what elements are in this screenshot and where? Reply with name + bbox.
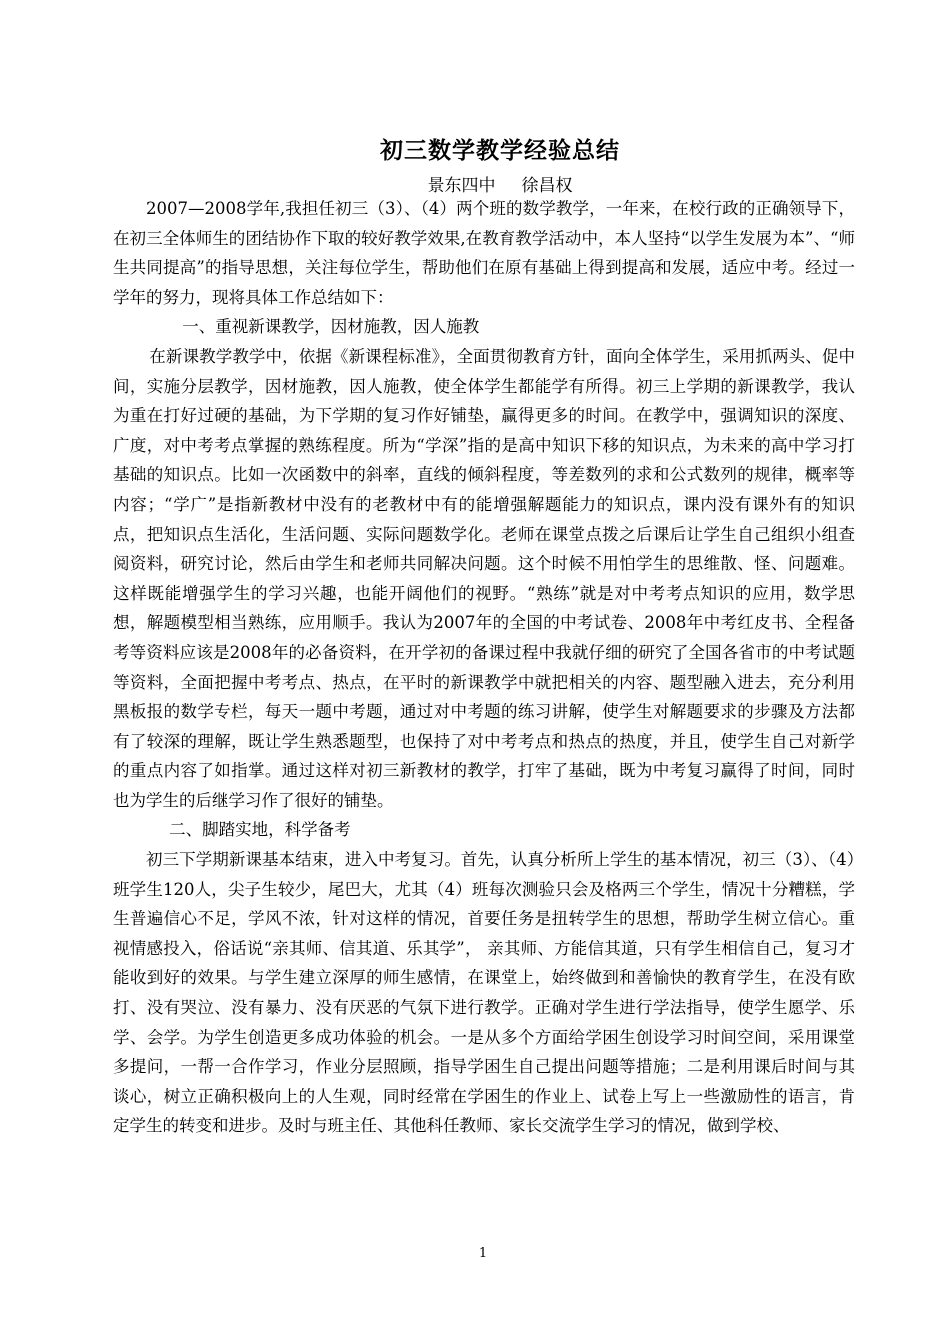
document-title: 初三数学教学经验总结 <box>380 137 620 164</box>
section-heading-1: 一、重视新课教学，因材施教，因人施教 <box>182 317 480 337</box>
paragraph-intro: 2007—2008学年,我担任初三（3）、（4）两个班的数学教学，一年来，在校行政的正确领导下，在初三全体师生的团结协作下取的较好教学效果,在教育教学活动中，本人坚持“以学生发展为本”、“师生共同提高”的指导思想，关注每位学生，帮助他们在原有基础上得到提高和发展，适应中考。经过一学年的努力，现将具体工作总结如下： <box>113 199 855 307</box>
page-number: 1 <box>478 1246 488 1261</box>
author-school: 景东四中 <box>427 176 496 196</box>
paragraph-section-1: 在新课教学教学中，依据《新课程标准》，全面贯彻教育方针，面向全体学生，采用抓两头、促中间，实施分层教学，因材施教，因人施教，使全体学生都能学有所得。初三上学期的新课教学，我认为重在打好过硬的基础，为下学期的复习作好铺垫，赢得更多的时间。在教学中，强调知识的深度、广度，对中考考点掌握的熟练程度。所为“学深”指的是高中知识下移的知识点，为未来的高中学习打基础的知识点。比如一次函数中的斜率，直线的倾斜程度，等差数列的求和公式数列的规律，概率等内容；“学广”是指新教材中没有的老教材中有的能增强解题能力的知识点，课内没有课外有的知识点，把知识点生活化，生活问题、实际问题数学化。老师在课堂点拨之后课后让学生自己组织小组查阅资料，研究讨论，然后由学生和老师共同解决问题。这个时候不用怕学生的思维散、怪、问题难。这样既能增强学生的学习兴趣，也能开阔他们的视野。“熟练”就是对中考考点知识的应用，数学思想，解题模型相当熟练，应用顺手。我认为2007年的全国的中考试卷、2008年中考红皮书、全程备考等资料应该是2008年的必备资料，在开学初的备课过程中我就仔细的研究了全国各省市的中考试题等资料，全面把握中考考点、热点，在平时的新课教学中就把相关的内容、题型融入进去，充分利用黑板报的数学专栏，每天一题中考题，通过对中考题的练习讲解，使学生对解题要求的步骤及方法都有了较深的理解，既让学生熟悉题型，也保持了对中考考点和热点的热度，并且，使学生自己对新学的重点内容了如指掌。通过这样对初三新教材的教学，打牢了基础，既为中考复习赢得了时间，同时也为学生的后继学习作了很好的铺垫。 <box>113 346 855 810</box>
author-name: 徐昌权 <box>521 176 573 196</box>
section-heading-2: 二、脚踏实地，科学备考 <box>169 820 351 840</box>
document-body <box>113 194 855 1141</box>
paragraph-section-2: 初三下学期新课基本结束，进入中考复习。首先，认真分析所上学生的基本情况，初三（3）、（4）班学生120人，尖子生较少，尾巴大，尤其（4）班每次测验只会及格两三个学生，情况十分糟糕，学生普遍信心不足，学风不浓，针对这样的情况，首要任务是扭转学生的思想，帮助学生树立信心。重视情感投入，俗话说“亲其师、信其道、乐其学”， 亲其师、方能信其道，只有学生相信自己，复习才能收到好的效果。与学生建立深厚的师生感情，在课堂上，始终做到和善愉快的教育学生，在没有欧打、没有哭泣、没有暴力、没有厌恶的气氛下进行教学。正确对学生进行学法指导，使学生愿学、乐学、会学。为学生创造更多成功体验的机会。一是从多个方面给学困生创设学习时间空间，采用课堂多提问，一帮一合作学习，作业分层照顾，指导学困生自己提出问题等措施；二是利用课后时间与其谈心，树立正确积极向上的人生观，同时经常在学困生的作业上、试卷上写上一些激励性的语言，肯定学生的转变和进步。及时与班主任、其他科任教师、家长交流学生学习的情况，做到学校、 <box>113 850 855 1136</box>
